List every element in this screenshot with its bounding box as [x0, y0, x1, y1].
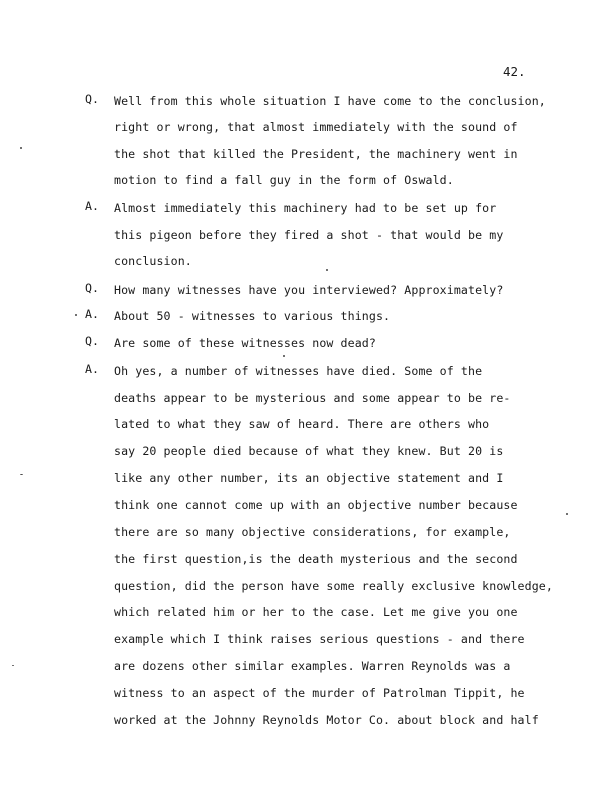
- question-marker: Q.: [85, 92, 99, 106]
- question-marker: Q.: [85, 334, 99, 348]
- text-line: worked at the Johnny Reynolds Motor Co. about block and half: [114, 713, 539, 727]
- scan-speck: [326, 269, 328, 271]
- text-line: the first question,is the death mysterious and the second: [114, 552, 518, 566]
- answer-marker: A.: [85, 362, 99, 376]
- text-line: the shot that killed the President, the machinery went in: [114, 147, 518, 161]
- scan-speck: [75, 314, 77, 316]
- scan-speck: [283, 355, 285, 357]
- answer-marker: A.: [85, 199, 99, 213]
- scan-speck: [20, 147, 22, 149]
- answer-marker: A.: [85, 307, 99, 321]
- text-line: deaths appear to be mysterious and some appear to be re-: [114, 391, 511, 405]
- text-line: example which I think raises serious questions - and there: [114, 632, 525, 646]
- text-line: think one cannot come up with an objective number because: [114, 498, 518, 512]
- text-line: About 50 - witnesses to various things.: [114, 309, 391, 323]
- page-number: 42.: [503, 64, 526, 79]
- text-line: right or wrong, that almost immediately with the sound of: [114, 120, 518, 134]
- text-line: like any other number, its an objective statement and I: [114, 471, 504, 485]
- text-line: which related him or her to the case. Let me give you one: [114, 605, 518, 619]
- text-line: Are some of these witnesses now dead?: [114, 336, 376, 350]
- text-line: say 20 people died because of what they knew. But 20 is: [114, 444, 504, 458]
- text-line: lated to what they saw of heard. There are others who: [114, 417, 490, 431]
- text-line: motion to find a fall guy in the form of Oswald.: [114, 173, 454, 187]
- text-line: question, did the person have some really exclusive knowledge,: [114, 579, 553, 593]
- question-marker: Q.: [85, 281, 99, 295]
- text-line: How many witnesses have you interviewed? Approximately?: [114, 283, 504, 297]
- text-line: are dozens other similar examples. Warren Reynolds was a: [114, 659, 511, 673]
- text-line: Almost immediately this machinery had to be set up for: [114, 201, 497, 215]
- text-line: witness to an aspect of the murder of Patrolman Tippit, he: [114, 686, 525, 700]
- text-line: there are so many objective considerations, for example,: [114, 525, 511, 539]
- scan-speck: [20, 474, 23, 475]
- scan-speck: [566, 513, 568, 515]
- text-line: Well from this whole situation I have come to the conclusion,: [114, 94, 546, 108]
- text-line: Oh yes, a number of witnesses have died. Some of the: [114, 364, 483, 378]
- text-line: this pigeon before they fired a shot - that would be my: [114, 228, 504, 242]
- scan-speck: [12, 665, 14, 666]
- text-line: conclusion.: [114, 254, 192, 268]
